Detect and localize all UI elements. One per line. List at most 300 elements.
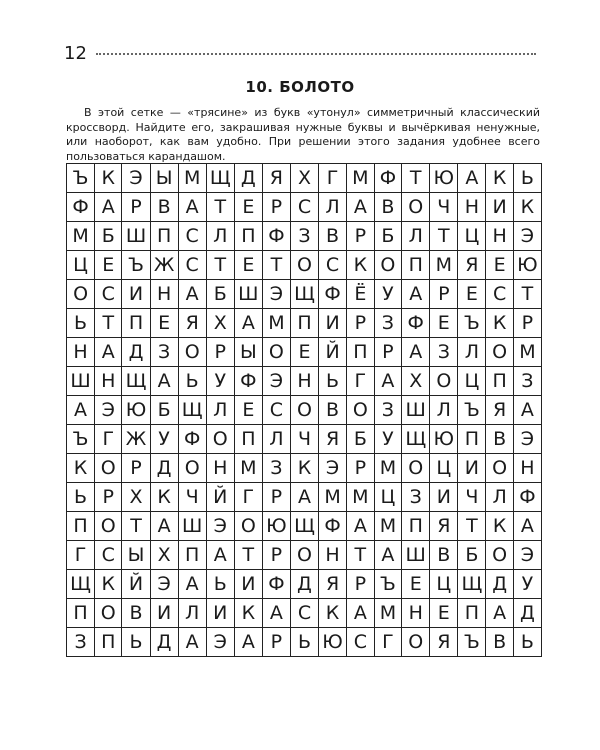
grid-cell[interactable]: З — [150, 338, 178, 367]
grid-cell[interactable]: Й — [206, 483, 234, 512]
grid-cell[interactable]: О — [290, 396, 318, 425]
grid-cell[interactable]: Д — [486, 570, 513, 599]
grid-cell[interactable]: М — [374, 599, 402, 628]
grid-cell[interactable]: Ь — [178, 367, 206, 396]
dotted-rule — [96, 53, 536, 55]
grid-cell[interactable]: Ц — [458, 222, 486, 251]
grid-cell[interactable]: А — [234, 309, 262, 338]
grid-cell[interactable]: А — [178, 193, 206, 222]
grid-cell[interactable]: А — [206, 541, 234, 570]
grid-cell[interactable]: А — [150, 512, 178, 541]
grid-cell[interactable]: М — [67, 222, 95, 251]
grid-cell[interactable]: Й — [122, 570, 150, 599]
grid-cell[interactable]: Н — [513, 454, 541, 483]
grid-cell[interactable]: Я — [319, 425, 347, 454]
grid-cell[interactable]: О — [95, 454, 122, 483]
grid-cell[interactable]: О — [95, 512, 122, 541]
grid-cell[interactable]: О — [374, 251, 402, 280]
grid-cell[interactable]: Ы — [122, 541, 150, 570]
grid-cell[interactable]: Т — [513, 280, 541, 309]
grid-cell[interactable]: Р — [513, 309, 541, 338]
grid-cell[interactable]: А — [95, 338, 122, 367]
grid-cell[interactable]: О — [402, 193, 430, 222]
grid-cell[interactable]: А — [347, 599, 375, 628]
grid-cell[interactable]: Ф — [319, 512, 347, 541]
grid-cell[interactable]: Р — [262, 628, 290, 657]
grid-cell[interactable]: З — [402, 483, 430, 512]
grid-cell[interactable]: В — [430, 541, 458, 570]
grid-cell[interactable]: М — [430, 251, 458, 280]
grid-cell[interactable]: Ж — [122, 425, 150, 454]
grid-cell[interactable]: З — [374, 309, 402, 338]
grid-cell[interactable]: Л — [262, 425, 290, 454]
grid-cell[interactable]: С — [290, 193, 318, 222]
grid-cell[interactable]: К — [486, 164, 513, 193]
grid-cell[interactable]: Ь — [122, 628, 150, 657]
grid-cell[interactable]: И — [234, 570, 262, 599]
grid-cell[interactable]: Ь — [206, 570, 234, 599]
grid-cell[interactable]: Я — [458, 251, 486, 280]
grid-cell[interactable]: Ё — [347, 280, 375, 309]
grid-cell[interactable]: Я — [430, 512, 458, 541]
grid-cell[interactable]: В — [486, 628, 513, 657]
grid-cell[interactable]: Ъ — [67, 425, 95, 454]
grid-cell[interactable]: А — [347, 193, 375, 222]
grid-cell[interactable]: Ц — [67, 251, 95, 280]
grid-cell[interactable]: О — [486, 454, 513, 483]
grid-cell[interactable]: Ш — [178, 512, 206, 541]
grid-cell[interactable]: А — [178, 628, 206, 657]
grid-cell[interactable]: Э — [513, 222, 541, 251]
grid-cell[interactable]: М — [513, 338, 541, 367]
grid-cell[interactable]: А — [290, 483, 318, 512]
grid-cell[interactable]: Ш — [402, 541, 430, 570]
grid-cell[interactable]: Ъ — [458, 309, 486, 338]
grid-cell[interactable]: Е — [458, 280, 486, 309]
grid-cell[interactable]: Е — [234, 396, 262, 425]
grid-cell[interactable]: Е — [150, 309, 178, 338]
grid-cell[interactable]: В — [486, 425, 513, 454]
grid-row — [67, 425, 542, 454]
grid-row — [67, 396, 542, 425]
grid-cell[interactable]: Г — [319, 164, 347, 193]
grid-cell[interactable]: Е — [430, 309, 458, 338]
grid-cell[interactable]: Т — [206, 251, 234, 280]
grid-cell[interactable]: Ъ — [374, 570, 402, 599]
grid-cell[interactable]: Х — [122, 483, 150, 512]
grid-cell[interactable]: Ш — [122, 222, 150, 251]
grid-cell[interactable]: И — [150, 599, 178, 628]
grid-cell[interactable]: Х — [150, 541, 178, 570]
grid-cell[interactable]: П — [95, 628, 122, 657]
grid-cell[interactable]: О — [262, 338, 290, 367]
grid-cell[interactable]: М — [374, 454, 402, 483]
grid-cell[interactable]: Ф — [513, 483, 541, 512]
grid-cell[interactable]: Р — [206, 338, 234, 367]
grid-cell[interactable]: И — [122, 280, 150, 309]
grid-cell[interactable]: С — [290, 599, 318, 628]
grid-cell[interactable]: П — [458, 425, 486, 454]
grid-cell[interactable]: М — [319, 483, 347, 512]
grid-cell[interactable]: А — [95, 193, 122, 222]
grid-cell[interactable]: Е — [290, 338, 318, 367]
grid-cell[interactable]: А — [458, 164, 486, 193]
grid-cell[interactable]: О — [430, 367, 458, 396]
instructions-paragraph: В этой сетке — «трясине» из букв «утонул» симметричный классический кроссворд. Найдите его, закрашивая нужные буквы и вычёркивая ненужные, или наоборот, как вам удобно. При решении этого задания удобнее всего пользоваться карандашом. — [66, 106, 540, 163]
grid-cell[interactable]: С — [178, 251, 206, 280]
grid-cell[interactable]: П — [290, 309, 318, 338]
grid-cell[interactable]: Э — [150, 570, 178, 599]
grid-cell[interactable]: Л — [486, 483, 513, 512]
grid-cell[interactable]: Д — [150, 628, 178, 657]
grid-cell[interactable]: А — [374, 541, 402, 570]
grid-cell[interactable]: Т — [458, 512, 486, 541]
grid-cell[interactable]: Ф — [67, 193, 95, 222]
grid-cell[interactable]: А — [374, 367, 402, 396]
grid-cell[interactable]: Ц — [430, 570, 458, 599]
grid-cell[interactable]: Ч — [458, 483, 486, 512]
grid-cell[interactable]: Р — [262, 193, 290, 222]
grid-cell[interactable]: Н — [67, 338, 95, 367]
grid-cell[interactable]: И — [458, 454, 486, 483]
grid-cell[interactable]: Л — [206, 396, 234, 425]
grid-cell[interactable]: З — [67, 628, 95, 657]
grid-cell[interactable]: Д — [122, 338, 150, 367]
grid-cell[interactable]: Л — [178, 599, 206, 628]
grid-cell[interactable]: К — [67, 454, 95, 483]
grid-cell[interactable]: Т — [95, 309, 122, 338]
grid-cell[interactable]: Д — [290, 570, 318, 599]
grid-cell[interactable]: М — [262, 309, 290, 338]
grid-cell[interactable]: В — [150, 193, 178, 222]
grid-cell[interactable]: Я — [486, 396, 513, 425]
grid-cell[interactable]: А — [178, 280, 206, 309]
grid-cell[interactable]: П — [458, 599, 486, 628]
grid-cell[interactable]: Л — [206, 222, 234, 251]
grid-cell[interactable]: Р — [374, 338, 402, 367]
grid-cell[interactable]: О — [486, 338, 513, 367]
grid-cell[interactable]: Б — [347, 425, 375, 454]
grid-cell[interactable]: Б — [458, 541, 486, 570]
grid-cell[interactable]: О — [67, 280, 95, 309]
grid-cell[interactable]: С — [95, 541, 122, 570]
grid-cell[interactable]: Л — [430, 396, 458, 425]
grid-cell[interactable]: Е — [402, 570, 430, 599]
grid-cell[interactable]: Р — [122, 193, 150, 222]
grid-cell[interactable]: Т — [122, 512, 150, 541]
grid-cell[interactable]: Р — [95, 483, 122, 512]
grid-cell[interactable]: Ф — [402, 309, 430, 338]
grid-cell[interactable]: А — [486, 599, 513, 628]
grid-cell[interactable]: П — [234, 425, 262, 454]
grid-cell[interactable]: А — [262, 599, 290, 628]
grid-row — [67, 483, 542, 512]
grid-cell[interactable]: Т — [430, 222, 458, 251]
page-number: 12 — [64, 43, 87, 64]
grid-cell[interactable]: Я — [319, 570, 347, 599]
grid-cell[interactable]: Ж — [150, 251, 178, 280]
grid-cell[interactable]: Н — [150, 280, 178, 309]
grid-cell[interactable]: Ц — [374, 483, 402, 512]
grid-cell[interactable]: Я — [262, 164, 290, 193]
grid-cell[interactable]: З — [290, 222, 318, 251]
grid-cell[interactable]: Д — [513, 599, 541, 628]
grid-cell[interactable]: З — [513, 367, 541, 396]
grid-cell[interactable]: К — [347, 251, 375, 280]
grid-cell[interactable]: Т — [402, 164, 430, 193]
grid-cell[interactable]: Р — [347, 570, 375, 599]
grid-cell[interactable]: Г — [374, 628, 402, 657]
grid-cell[interactable]: О — [234, 512, 262, 541]
grid-cell[interactable]: Е — [95, 251, 122, 280]
grid-cell[interactable]: Ф — [262, 570, 290, 599]
grid-cell[interactable]: П — [150, 222, 178, 251]
grid-cell[interactable]: Ъ — [458, 628, 486, 657]
grid-cell[interactable]: Е — [234, 251, 262, 280]
grid-cell[interactable]: Ь — [67, 309, 95, 338]
grid-cell[interactable]: Д — [150, 454, 178, 483]
grid-cell[interactable]: В — [374, 193, 402, 222]
grid-cell[interactable]: Э — [95, 396, 122, 425]
grid-cell[interactable]: Р — [262, 483, 290, 512]
grid-cell[interactable]: Г — [347, 367, 375, 396]
grid-cell[interactable]: Ы — [150, 164, 178, 193]
grid-cell[interactable]: Ь — [319, 367, 347, 396]
grid-cell[interactable]: А — [347, 512, 375, 541]
grid-cell[interactable]: Б — [150, 396, 178, 425]
grid-cell[interactable]: Ч — [178, 483, 206, 512]
grid-cell[interactable]: Н — [402, 599, 430, 628]
grid-cell[interactable]: Э — [513, 425, 541, 454]
grid-cell[interactable]: О — [178, 338, 206, 367]
grid-cell[interactable]: М — [178, 164, 206, 193]
grid-cell[interactable]: Э — [513, 541, 541, 570]
grid-cell[interactable]: А — [402, 280, 430, 309]
grid-cell[interactable]: Н — [458, 193, 486, 222]
grid-row — [67, 338, 542, 367]
grid-cell[interactable]: Ф — [374, 164, 402, 193]
grid-cell[interactable]: Ф — [262, 222, 290, 251]
grid-cell[interactable]: Н — [290, 367, 318, 396]
grid-cell[interactable]: Ц — [430, 454, 458, 483]
grid-cell[interactable]: М — [374, 512, 402, 541]
grid-cell[interactable]: Щ — [206, 164, 234, 193]
grid-cell[interactable]: Н — [95, 367, 122, 396]
grid-cell[interactable]: Ъ — [122, 251, 150, 280]
grid-cell[interactable]: А — [67, 396, 95, 425]
grid-cell[interactable]: В — [319, 222, 347, 251]
grid-cell[interactable]: И — [486, 193, 513, 222]
grid-cell[interactable]: У — [374, 425, 402, 454]
grid-cell[interactable]: К — [486, 512, 513, 541]
grid-cell[interactable]: А — [150, 367, 178, 396]
grid-cell[interactable]: Щ — [290, 280, 318, 309]
grid-cell[interactable]: И — [319, 309, 347, 338]
grid-cell[interactable]: Х — [402, 367, 430, 396]
grid-cell[interactable]: В — [319, 396, 347, 425]
grid-cell[interactable]: Ф — [319, 280, 347, 309]
grid-cell[interactable]: О — [95, 599, 122, 628]
grid-cell[interactable]: Й — [319, 338, 347, 367]
grid-cell[interactable]: С — [95, 280, 122, 309]
grid-cell[interactable]: Щ — [122, 367, 150, 396]
grid-cell[interactable]: М — [234, 454, 262, 483]
grid-cell[interactable]: Ь — [290, 628, 318, 657]
grid-cell[interactable]: О — [402, 628, 430, 657]
grid-cell[interactable]: О — [206, 425, 234, 454]
grid-cell[interactable]: Л — [402, 222, 430, 251]
grid-cell[interactable]: С — [486, 280, 513, 309]
grid-cell[interactable]: Ш — [234, 280, 262, 309]
grid-cell[interactable]: К — [150, 483, 178, 512]
grid-cell[interactable]: Э — [319, 454, 347, 483]
grid-cell[interactable]: П — [122, 309, 150, 338]
grid-cell[interactable]: Э — [206, 628, 234, 657]
grid-cell[interactable]: П — [347, 338, 375, 367]
grid-cell[interactable]: Ю — [513, 251, 541, 280]
grid-cell[interactable]: О — [402, 454, 430, 483]
grid-cell[interactable]: Ю — [319, 628, 347, 657]
grid-cell[interactable]: У — [513, 570, 541, 599]
grid-cell[interactable]: П — [67, 599, 95, 628]
grid-cell[interactable]: Е — [234, 193, 262, 222]
grid-row — [67, 164, 542, 193]
grid-cell[interactable]: Н — [206, 454, 234, 483]
grid-cell[interactable]: Ъ — [458, 396, 486, 425]
grid-cell[interactable]: Ч — [430, 193, 458, 222]
grid-cell[interactable]: Р — [430, 280, 458, 309]
grid-cell[interactable]: Е — [486, 251, 513, 280]
grid-cell[interactable]: Р — [122, 454, 150, 483]
grid-cell[interactable]: Н — [319, 541, 347, 570]
grid-cell[interactable]: Ы — [234, 338, 262, 367]
grid-cell[interactable]: А — [513, 396, 541, 425]
grid-cell[interactable]: К — [319, 599, 347, 628]
grid-cell[interactable]: А — [513, 512, 541, 541]
grid-cell[interactable]: Х — [290, 164, 318, 193]
grid-cell[interactable]: А — [178, 570, 206, 599]
grid-cell[interactable]: Т — [347, 541, 375, 570]
grid-cell[interactable]: К — [486, 309, 513, 338]
grid-cell[interactable]: П — [486, 367, 513, 396]
grid-cell[interactable]: М — [347, 483, 375, 512]
grid-cell[interactable]: Ш — [402, 396, 430, 425]
grid-cell[interactable]: Б — [374, 222, 402, 251]
grid-cell[interactable]: С — [347, 628, 375, 657]
grid-cell[interactable]: Р — [347, 222, 375, 251]
grid-cell[interactable]: П — [178, 541, 206, 570]
grid-cell[interactable]: Т — [234, 541, 262, 570]
grid-cell[interactable]: Э — [262, 367, 290, 396]
grid-cell[interactable]: А — [402, 338, 430, 367]
grid-cell[interactable]: У — [150, 425, 178, 454]
grid-cell[interactable]: Г — [67, 541, 95, 570]
grid-cell[interactable]: Ю — [430, 425, 458, 454]
grid-row — [67, 367, 542, 396]
grid-cell[interactable]: Ф — [234, 367, 262, 396]
grid-cell[interactable]: П — [67, 512, 95, 541]
grid-cell[interactable]: Г — [234, 483, 262, 512]
grid-cell[interactable]: Ь — [513, 628, 541, 657]
grid-cell[interactable]: Щ — [290, 512, 318, 541]
grid-cell[interactable]: Т — [262, 251, 290, 280]
grid-cell[interactable]: Ю — [430, 164, 458, 193]
grid-cell[interactable]: Я — [430, 628, 458, 657]
grid-cell[interactable]: О — [347, 396, 375, 425]
grid-cell[interactable]: Э — [122, 164, 150, 193]
grid-cell[interactable]: М — [347, 164, 375, 193]
grid-cell[interactable]: О — [486, 541, 513, 570]
grid-cell[interactable]: Б — [95, 222, 122, 251]
grid-cell[interactable]: К — [290, 454, 318, 483]
grid-cell[interactable]: К — [513, 193, 541, 222]
grid-row — [67, 454, 542, 483]
grid-cell[interactable]: Р — [262, 541, 290, 570]
grid-cell[interactable]: О — [178, 454, 206, 483]
grid-cell[interactable]: П — [402, 251, 430, 280]
grid-cell[interactable]: Ю — [262, 512, 290, 541]
grid-cell[interactable]: Ъ — [67, 164, 95, 193]
grid-cell[interactable]: Я — [178, 309, 206, 338]
grid-cell[interactable]: Г — [95, 425, 122, 454]
grid-cell[interactable]: И — [206, 599, 234, 628]
grid-cell[interactable]: Э — [206, 512, 234, 541]
grid-cell[interactable]: Л — [458, 338, 486, 367]
grid-cell[interactable]: Щ — [178, 396, 206, 425]
grid-cell[interactable]: Т — [206, 193, 234, 222]
grid-cell[interactable]: Х — [206, 309, 234, 338]
grid-cell[interactable]: О — [290, 251, 318, 280]
grid-cell[interactable]: А — [234, 628, 262, 657]
grid-cell[interactable]: Н — [486, 222, 513, 251]
grid-cell[interactable]: Ф — [178, 425, 206, 454]
grid-cell[interactable]: О — [290, 541, 318, 570]
grid-cell[interactable]: Ц — [458, 367, 486, 396]
grid-cell[interactable]: П — [402, 512, 430, 541]
grid-cell[interactable]: Щ — [402, 425, 430, 454]
grid-cell[interactable]: Щ — [458, 570, 486, 599]
grid-cell[interactable]: С — [319, 251, 347, 280]
grid-row — [67, 193, 542, 222]
grid-cell[interactable]: У — [374, 280, 402, 309]
grid-cell[interactable]: П — [234, 222, 262, 251]
grid-cell[interactable]: К — [95, 570, 122, 599]
grid-cell[interactable]: Л — [319, 193, 347, 222]
grid-cell[interactable]: Ю — [122, 396, 150, 425]
grid-cell[interactable]: Р — [347, 309, 375, 338]
grid-cell[interactable]: Б — [206, 280, 234, 309]
grid-cell[interactable]: Р — [347, 454, 375, 483]
grid-cell[interactable]: Д — [234, 164, 262, 193]
grid-cell[interactable]: С — [178, 222, 206, 251]
grid-cell[interactable]: Щ — [67, 570, 95, 599]
grid-cell[interactable]: З — [374, 396, 402, 425]
grid-cell[interactable]: К — [95, 164, 122, 193]
grid-cell[interactable]: Е — [430, 599, 458, 628]
grid-cell[interactable]: И — [430, 483, 458, 512]
grid-cell[interactable]: У — [206, 367, 234, 396]
grid-cell[interactable]: З — [262, 454, 290, 483]
grid-cell[interactable]: Ь — [67, 483, 95, 512]
grid-cell[interactable]: Ч — [290, 425, 318, 454]
grid-cell[interactable]: Ь — [513, 164, 541, 193]
grid-cell[interactable]: Э — [262, 280, 290, 309]
grid-cell[interactable]: Ш — [67, 367, 95, 396]
grid-cell[interactable]: З — [430, 338, 458, 367]
grid-cell[interactable]: С — [262, 396, 290, 425]
grid-cell[interactable]: К — [234, 599, 262, 628]
grid-cell[interactable]: В — [122, 599, 150, 628]
